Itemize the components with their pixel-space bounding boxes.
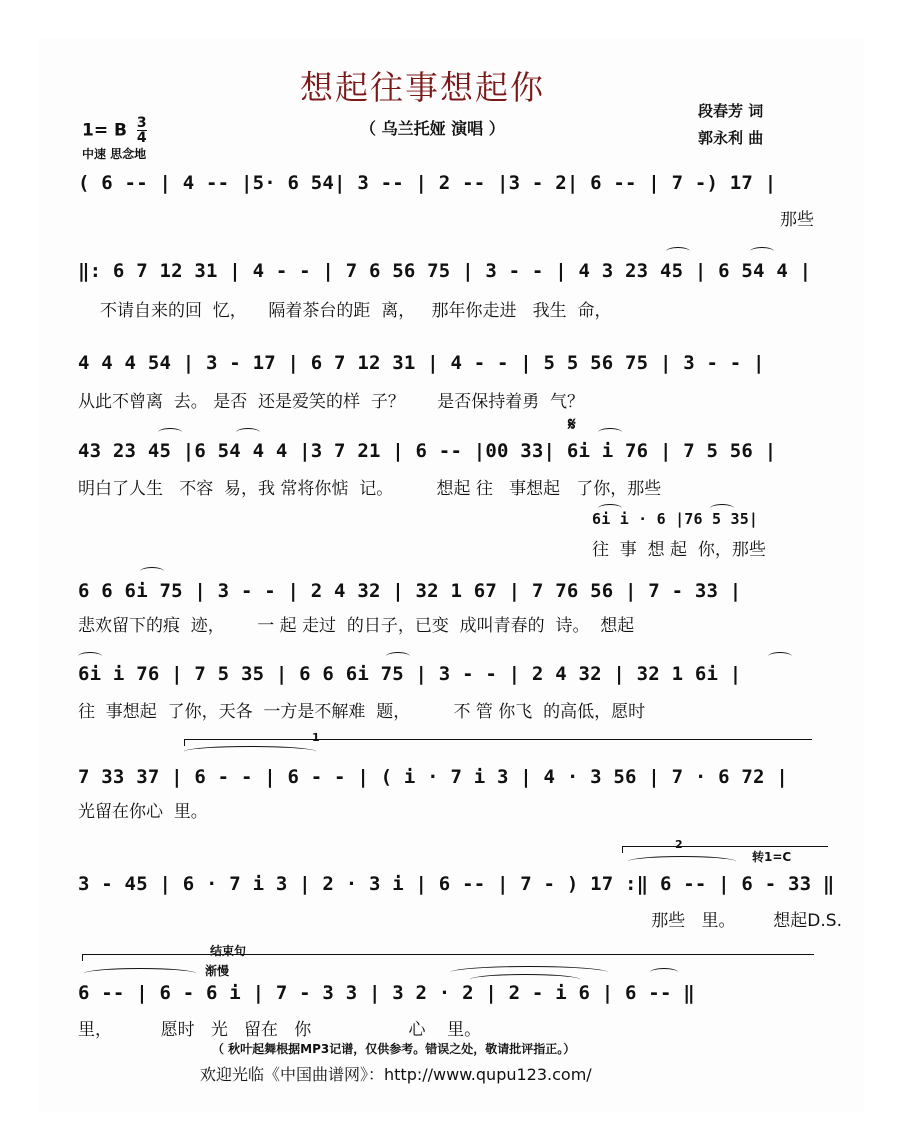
notation-line-9: 6 -- | 6 - 6 i | 7 - 3 3 | 3 2 · 2 | 2 - i 6 | 6 -- ‖ [78,982,695,1004]
volta-number-2: 2 [675,838,683,851]
composer-credit: 郭永利 曲 [698,129,764,147]
modulation-mark: 转1=C [752,850,792,864]
lyric-line-4: 明白了人生 不容 易，我 常将你惦 记。 想起 往 事想起 了你，那些 [78,479,662,499]
notation-line-1: ( 6 -- | 4 -- |5· 6 54| 3 -- | 2 -- |3 - 2| 6 -- | 7 -) 17 | [78,172,777,194]
slur-mark [236,428,260,437]
key-signature [82,116,147,145]
notation-line-3: 4 4 4 54 | 3 - 17 | 6 7 12 31 | 4 - - | 5 5 56 75 | 3 - - | [78,352,765,374]
volta-bracket-2 [622,846,828,847]
notation-line-alt: 6i i · 6 |76 5 35| [592,510,759,528]
ritard-marking: 渐慢 [205,964,230,978]
key-label: 1= B [82,120,127,141]
notation-line-4: 43 23 45 |6 54 4 4 |3 7 21 | 6 -- |00 33| 6i i 76 | 7 5 56 | [78,440,777,462]
volta-tick [184,739,185,746]
lyric-line-3: 从此不曾离 去。 是否 还是爱笑的样 子？ 是否保持着勇 气？ [78,392,585,412]
lyric-line-7: 光留在你心 里。 [78,802,208,822]
time-denominator: 4 [136,130,147,146]
tie-mark [84,968,196,979]
slur-mark [386,652,410,661]
slur-mark [666,247,690,256]
slur-mark [78,652,102,661]
tie-mark [184,746,316,757]
lyric-line-9: 里， 愿时 光 留在 你 心 里。 [78,1020,482,1040]
notation-line-2: ‖: 6 7 12 31 | 4 - - | 7 6 56 75 | 3 - - | 4 3 23 45 | 6 54 4 | [78,260,812,282]
lyric-line-2: 不请自来的回 忆， 隔着茶台的距 离， 那年你走进 我生 命， [100,301,612,321]
slur-mark [650,968,678,977]
lyric-line-6: 往 事想起 了你，天各 一方是不解难 题， 不 管 你飞 的高低，愿时 [78,702,646,722]
slur-mark [768,652,792,661]
notation-line-7: 7 33 37 | 6 - - | 6 - - | ( i · 7 i 3 | 4 · 3 56 | 7 · 6 72 | [78,766,788,788]
transcription-note: （ 秋叶起舞根据MP3记谱，仅供参考。错误之处，敬请批评指正。） [212,1042,576,1056]
time-numerator: 3 [136,115,147,131]
slur-mark [598,428,622,437]
segno-sign: 𝄋 [568,414,576,435]
singer-credit: （ 乌兰托娅 演唱 ） [360,119,505,138]
slur-mark [750,247,774,256]
tie-mark [628,856,736,867]
slur-mark [140,567,164,576]
ending-label: 结束句 [210,944,247,958]
ending-bracket [82,954,814,955]
lyric-line-alt: 往 事 想 起 你，那些 [592,540,766,560]
lyric-line-8: 那些 里。 想起D.S. [651,911,842,931]
lyric-line-1: 那些 [780,210,814,230]
tempo-marking: 中速 思念地 [82,147,147,161]
volta-number-1: 1 [312,731,320,744]
time-signature [137,116,147,145]
volta-tick [622,846,623,853]
lyricist-credit: 段春芳 词 [698,102,764,120]
slur-mark [158,428,182,437]
volta-bracket-1 [184,739,812,740]
lyric-line-5: 悲欢留下的痕 迹， 一 起 走过 的日子，已变 成叫青春的 诗。 想起 [78,616,635,636]
song-title: 想起往事想起你 [300,68,545,107]
notation-line-8: 3 - 45 | 6 · 7 i 3 | 2 · 3 i | 6 -- | 7 - ) 17 :‖ 6 -- | 6 - 33 ‖ [78,873,835,895]
website-link[interactable]: 欢迎光临《中国曲谱网》：http://www.qupu123.com/ [200,1065,592,1084]
notation-line-5: 6 6 6i 75 | 3 - - | 2 4 32 | 32 1 67 | 7 76 56 | 7 - 33 | [78,580,742,602]
notation-line-6: 6i i 76 | 7 5 35 | 6 6 6i 75 | 3 - - | 2 4 32 | 32 1 6i | [78,663,742,685]
ending-tick [82,954,83,961]
